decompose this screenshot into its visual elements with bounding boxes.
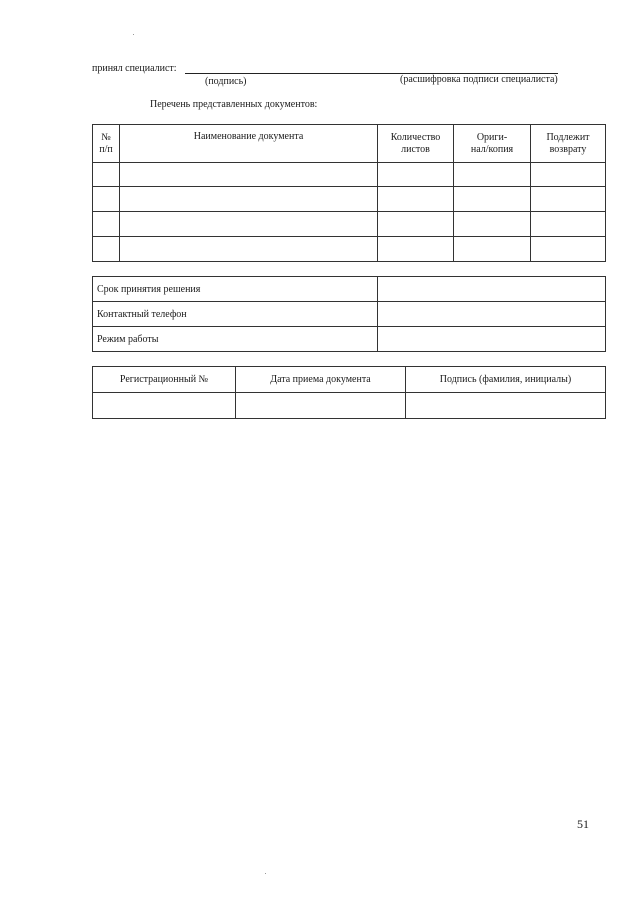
page-number: 51: [577, 817, 589, 831]
scan-dot: [265, 873, 266, 874]
registration-table: [92, 366, 606, 419]
table-cell[interactable]: [531, 187, 606, 212]
info-value[interactable]: [378, 327, 606, 352]
registration-signature-header: Подпись (фамилия, инициалы): [406, 367, 606, 393]
table-cell[interactable]: [378, 212, 454, 237]
table-row: [93, 187, 606, 212]
table-cell[interactable]: [93, 187, 120, 212]
table-row: [93, 163, 606, 187]
registration-header: [93, 367, 606, 393]
table-cell[interactable]: [93, 163, 120, 187]
documents-table-header: [93, 125, 606, 163]
documents-table: [92, 124, 606, 262]
table-cell[interactable]: [378, 187, 454, 212]
col-original-header: Ориги- нал/копия: [454, 125, 531, 163]
registration-number-cell[interactable]: [93, 393, 236, 419]
info-row-work-hours: [93, 327, 606, 352]
table-cell[interactable]: [531, 237, 606, 262]
info-label: Срок принятия решения: [93, 277, 378, 302]
info-label: Контактный телефон: [93, 302, 378, 327]
table-cell[interactable]: [120, 187, 378, 212]
scan-dot: [133, 34, 134, 35]
table-cell[interactable]: [454, 187, 531, 212]
registration-number-header: Регистрационный №: [93, 367, 236, 393]
table-cell[interactable]: [454, 237, 531, 262]
table-row: [93, 237, 606, 262]
table-cell[interactable]: [120, 237, 378, 262]
accepted-by-label: принял специалист:: [92, 63, 177, 74]
table-cell[interactable]: [93, 212, 120, 237]
table-cell[interactable]: [378, 163, 454, 187]
info-row-contact-phone: [93, 302, 606, 327]
table-cell[interactable]: [93, 237, 120, 262]
table-cell[interactable]: [531, 163, 606, 187]
registration-signature-cell[interactable]: [406, 393, 606, 419]
table-cell[interactable]: [531, 212, 606, 237]
info-row-decision-term: [93, 277, 606, 302]
registration-date-cell[interactable]: [236, 393, 406, 419]
info-label: Режим работы: [93, 327, 378, 352]
col-number-header: № п/п: [93, 125, 120, 163]
table-row: [93, 212, 606, 237]
signature-decoding-caption: (расшифровка подписи специалиста): [400, 74, 558, 85]
info-table: [92, 276, 606, 352]
signature-caption: (подпись): [205, 76, 247, 87]
registration-row: [93, 393, 606, 419]
col-name-header: Наименование документа: [120, 125, 378, 163]
registration-date-header: Дата приема документа: [236, 367, 406, 393]
col-sheets-header: Количество листов: [378, 125, 454, 163]
info-value[interactable]: [378, 302, 606, 327]
table-cell[interactable]: [454, 212, 531, 237]
table-cell[interactable]: [378, 237, 454, 262]
table-cell[interactable]: [120, 212, 378, 237]
info-value[interactable]: [378, 277, 606, 302]
table-cell[interactable]: [454, 163, 531, 187]
table-cell[interactable]: [120, 163, 378, 187]
col-return-header: Подлежит возврату: [531, 125, 606, 163]
documents-list-title: Перечень представленных документов:: [150, 99, 318, 110]
